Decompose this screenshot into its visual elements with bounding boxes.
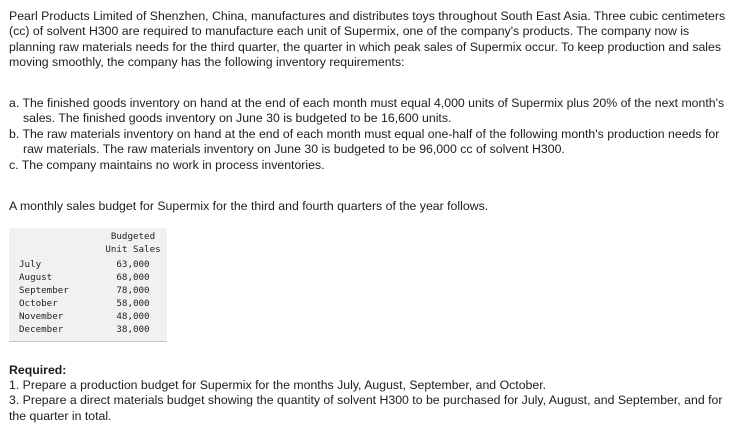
requirement-a: a. The finished goods inventory on hand at the end of each month must equal 4,000 units of Supermix plus 20% of the next month's sales. The finished goods inventory on June 30 is budgeted to be 16,600 units. [9, 96, 725, 126]
month-cell: July [19, 259, 42, 270]
table-row [9, 258, 167, 271]
table-row [9, 310, 167, 323]
unit-sales-column-header [99, 228, 167, 256]
required-heading: Required: [9, 363, 67, 377]
header-line-2: Unit Sales [105, 243, 161, 255]
month-cell: August [19, 272, 53, 283]
table-row [9, 323, 167, 336]
month-column-header [9, 228, 99, 256]
month-cell: December [19, 324, 64, 335]
requirement-b: b. The raw materials inventory on hand at the end of each month must equal one-half of the following month's production needs for raw materials. The raw materials inventory on June 30 is budgeted to be 96,000 cc of solvent H300. [9, 126, 720, 157]
month-cell: September [19, 285, 69, 296]
sales-value-cell: 68,000 [116, 272, 150, 283]
month-cell: November [19, 311, 64, 322]
required-item-1: 1. Prepare a production budget for Supermix for the months July, August, September, and October. [9, 378, 547, 392]
required-item-3: 3. Prepare a direct materials budget showing the quantity of solvent H300 to be purchased for July, August, and September, and for the quarter in total. [9, 393, 723, 423]
requirement-c: c. The company maintains no work in process inventories. [9, 157, 325, 172]
table-row [9, 284, 167, 297]
inventory-requirements-list [9, 96, 729, 173]
sales-value-cell: 63,000 [116, 259, 150, 270]
sales-value-cell: 38,000 [116, 324, 150, 335]
sales-value-cell: 78,000 [116, 285, 150, 296]
table-row [9, 297, 167, 310]
sales-value-cell: 48,000 [116, 311, 150, 322]
sales-budget-table [9, 228, 167, 336]
required-tasks-list [9, 378, 729, 424]
header-line-1: Budgeted [110, 231, 156, 242]
table-row [9, 271, 167, 284]
sales-value-cell: 58,000 [116, 298, 150, 309]
intro-paragraph: Pearl Products Limited of Shenzhen, China, manufactures and distributes toys throughout South East Asia. Three cubic centimeters (cc) of solvent H300 are required to manufacture each unit of Supermix, one of the company's products. The company now is planning raw materials needs for the third quarter, the quarter in which peak sales of Supermix occur. To keep production and sales moving smoothly, the company has the following inventory requirements: [9, 9, 726, 70]
month-cell: October [19, 298, 58, 309]
sales-budget-intro: A monthly sales budget for Supermix for the third and fourth quarters of the year follows. [9, 199, 489, 213]
sales-budget-table-container [9, 228, 167, 342]
